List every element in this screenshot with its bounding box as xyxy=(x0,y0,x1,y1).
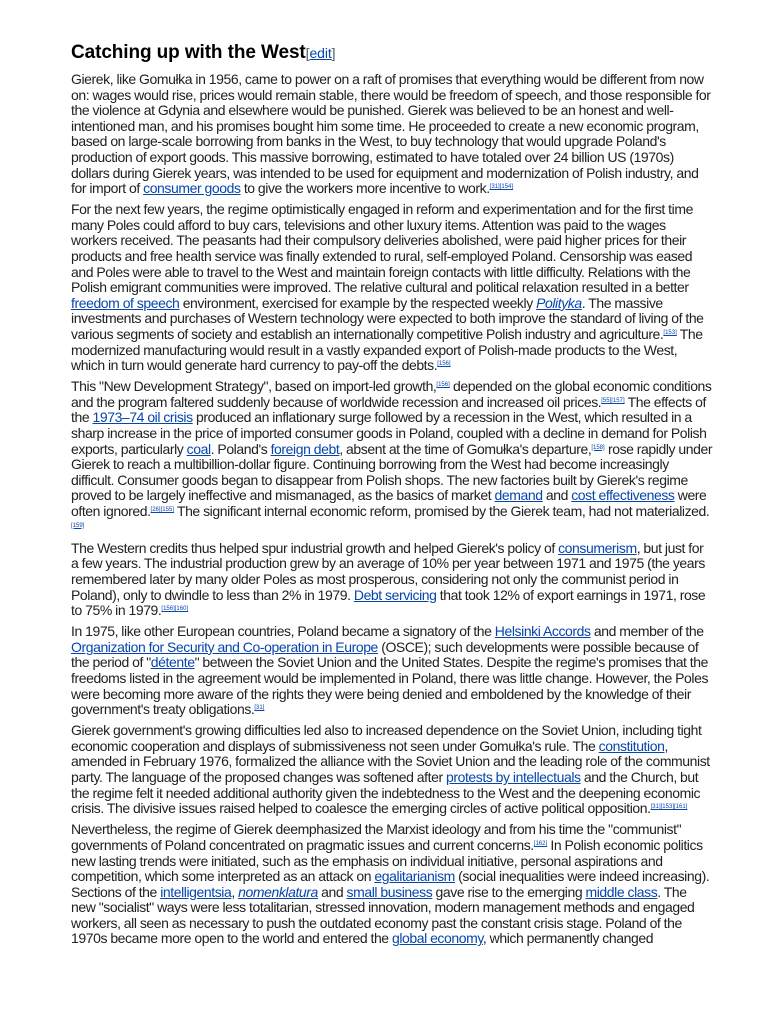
text: For the next few years, the regime optimistically engaged in reform and experimentation and for the first time many Poles could afford to buy cars, televisions and other luxury items. Attention was paid to the wages workers received. The peasants had their compulsory deliveries abolished, were paid higher prices for their products and free health service was finally extended to rural, self-employed Poland. Censorship was eased and Poles were able to travel to the West and maintain foreign contacts with little difficulty. Relations with the Polish emigrant communities were improved. The relative cultural and political relaxation resulted in a better xyxy=(71,201,693,296)
edit-section-link[interactable]: edit xyxy=(309,45,332,61)
citation-157[interactable]: [157] xyxy=(611,397,625,404)
citation-159[interactable]: [159] xyxy=(71,522,85,529)
link-consumer-goods[interactable]: consumer goods xyxy=(143,180,241,197)
text: environment, exercised for example by the respected weekly xyxy=(179,294,537,311)
text: (OSCE); such developments were possible because of the period of " xyxy=(71,638,699,671)
citation-156[interactable]: [156] xyxy=(436,382,450,389)
text: (social inequalities were indeed increasing). Sections of the xyxy=(71,868,710,900)
text: and member of the xyxy=(590,623,704,640)
text: , absent at the time of Gomułka's departure, xyxy=(339,440,592,457)
text: , but just for a few years. The industrial production grew by an average of 10% per year between 1971 and 1975 (the years remembered later by many older Poles as most prosperous, considering not only the communist period in Poland), only to dwindle to less than 2% in 1979. xyxy=(71,539,705,603)
link-global-economy[interactable]: global economy xyxy=(391,930,483,947)
text: were often ignored. xyxy=(71,487,707,520)
text: rose rapidly under Gierek to reach a multibillion-dollar figure. Continuing borrowing from the West had become increasingly difficult. Consumer goods began to disappear from Polish shops. The new factories built by Gierek's regime proved to be largely ineffective and mismanaged, as the basics of market xyxy=(71,440,713,504)
text: gave rise to the emerging xyxy=(432,883,586,900)
paragraph-4 xyxy=(71,541,713,619)
paragraph-5 xyxy=(71,624,713,718)
link-small-business[interactable]: small business xyxy=(346,883,433,900)
link-demand[interactable]: demand xyxy=(494,487,543,504)
link-egalitarianism[interactable]: egalitarianism xyxy=(374,868,455,885)
link-intelligentsia[interactable]: intelligentsia xyxy=(160,883,232,900)
text: . The new "socialist" ways were less totalitarian, stressed innovation, modern management methods and engaged workers, all seen as necessary to push the outdated economy past the constant crisis stage. Poland of the 1970s became more open to the world and entered the xyxy=(71,883,695,947)
citation-156[interactable]: [156] xyxy=(437,361,451,368)
link-oil-crisis[interactable]: 1973–74 oil crisis xyxy=(92,409,193,426)
text: , xyxy=(231,883,239,900)
citation-156[interactable]: [156] xyxy=(161,606,175,613)
link-cost-effectiveness[interactable]: cost effectiveness xyxy=(571,487,675,504)
link-consumerism[interactable]: consumerism xyxy=(558,539,637,556)
citation-31[interactable]: [31] xyxy=(254,705,265,712)
link-helsinki-accords[interactable]: Helsinki Accords xyxy=(494,623,591,640)
text: Nevertheless, the regime of Gierek deemphasized the Marxist ideology and from his time the "communist" governments of Poland concentrated on pragmatic issues and current concerns. xyxy=(71,821,682,853)
text: . The massive investments and purchases of Western technology were expected to both improve the standard of living of the various segments of society and establish an internationally competitive Polish industry and agriculture. xyxy=(71,294,704,342)
text: In Polish economic politics new lasting trends were initiated, such as the emphasis on individual initiative, personal aspirations and competition, which some interpreted as an attack on xyxy=(71,836,703,885)
text: and xyxy=(317,883,347,900)
text: . Poland's xyxy=(210,440,271,457)
citation-55[interactable]: [55] xyxy=(601,397,612,404)
text: The Western credits thus helped spur industrial growth and helped Gierek's policy of xyxy=(71,539,559,556)
text: that took 12% of export earnings in 1971, rose to 75% in 1979. xyxy=(71,586,706,619)
citation-158[interactable]: [158] xyxy=(591,444,605,451)
text: and xyxy=(542,487,572,504)
link-constitution[interactable]: constitution xyxy=(598,737,665,754)
citation-155[interactable]: [155] xyxy=(160,507,174,514)
text: The modernized manufacturing would result in a vastly expanded export of Polish-made products to the West, which in turn would generate hard currency to pay-off the debts. xyxy=(71,326,703,374)
text: produced an inflationary surge followed by a recession in the West, which resulted in a sharp increase in the price of imported consumer goods in Poland, coupled with a decline in demand for Polish exports, particularly xyxy=(71,409,707,457)
link-osce[interactable]: Organization for Security and Co-operation in Europe xyxy=(71,638,378,655)
text: This "New Development Strategy", based on import-led growth, xyxy=(71,378,437,395)
link-protests-by-intellectuals[interactable]: protests by intellectuals xyxy=(445,769,581,786)
text: to give the workers more incentive to work. xyxy=(240,180,490,197)
paragraph-7 xyxy=(71,822,713,947)
link-middle-class[interactable]: middle class xyxy=(585,883,658,900)
paragraph-3 xyxy=(71,379,713,535)
text: In 1975, like other European countries, Poland became a signatory of the xyxy=(71,623,495,640)
citation-160[interactable]: [160] xyxy=(174,606,189,613)
link-coal[interactable]: coal xyxy=(186,440,211,457)
text: depended on the global economic conditions and the program faltered suddenly because of worldwide recession and increased oil prices. xyxy=(71,378,712,410)
citation-162[interactable]: [162] xyxy=(533,840,548,847)
link-freedom-of-speech[interactable]: freedom of speech xyxy=(71,294,180,311)
text: Gierek government's growing difficulties led also to increased dependence on the Soviet Union, including tight economic cooperation and displays of submissiveness not seen under Gomułka's rule. The xyxy=(71,722,702,754)
link-debt-servicing[interactable]: Debt servicing xyxy=(353,586,437,603)
article-section xyxy=(71,40,713,953)
text: " between the Soviet Union and the United States. Despite the regime's promises that the freedoms listed in the agreement would be implemented in Poland, there was little change. However, the Poles were becoming more aware of the rights they were being denied and emboldened by the knowledge of their government's treaty obligations. xyxy=(71,654,709,718)
link-polityka[interactable]: Polityka xyxy=(536,294,582,311)
paragraph-2 xyxy=(71,202,713,374)
paragraph-1 xyxy=(71,72,713,197)
citation-26[interactable]: [26] xyxy=(150,507,161,514)
link-detente[interactable]: détente xyxy=(150,654,195,671)
citation-153[interactable]: [153] xyxy=(663,330,677,336)
text: , which permanently changed xyxy=(482,930,654,947)
citation-31[interactable]: [31] xyxy=(489,184,500,191)
link-foreign-debt[interactable]: foreign debt xyxy=(270,440,340,457)
citation-161[interactable]: [161] xyxy=(674,804,688,811)
section-title: Catching up with the West xyxy=(71,42,306,63)
text: , amended in February 1976, formalized the alliance with the Soviet Union and the leading role of the communist party. The language of the proposed changes was softened after xyxy=(71,737,710,786)
paragraph-6 xyxy=(71,723,713,817)
text: and the Church, but the regime felt it needed additional authority given the indebtedness to the West and the deepening economic crisis. The divisive issues raised helped to coalesce the emerging circles of active political opposition. xyxy=(71,769,701,817)
text: The effects of the xyxy=(71,393,706,426)
text: The significant internal economic reform, promised by the Gierek team, had not materialized. xyxy=(173,503,710,520)
section-heading xyxy=(71,40,713,66)
text: Gierek, like Gomułka in 1956, came to power on a raft of promises that everything would be different from now on: wages would rise, prices would remain stable, there would be freedom of speech, and those responsible for the violence at Gdynia and elsewhere would be punished. Gierek was believed to be an honest and well-intentioned man, and his promises bought him some time. He proceeded to create a new economic program, based on large-scale borrowing from banks in the West, to buy technology that would upgrade Poland's production of export goods. This massive borrowing, estimated to have totaled over 24 billion US (1970s) dollars during Gierek years, was intended to be used for equipment and modernization of Polish industry, and for import of xyxy=(71,71,711,197)
link-nomenklatura[interactable]: nomenklatura xyxy=(238,883,318,900)
edit-section-link-wrapper: [edit] xyxy=(305,45,336,61)
citation-154[interactable]: [154] xyxy=(499,184,514,191)
citation-153[interactable]: [153] xyxy=(660,804,674,811)
citation-31[interactable]: [31] xyxy=(650,804,661,811)
